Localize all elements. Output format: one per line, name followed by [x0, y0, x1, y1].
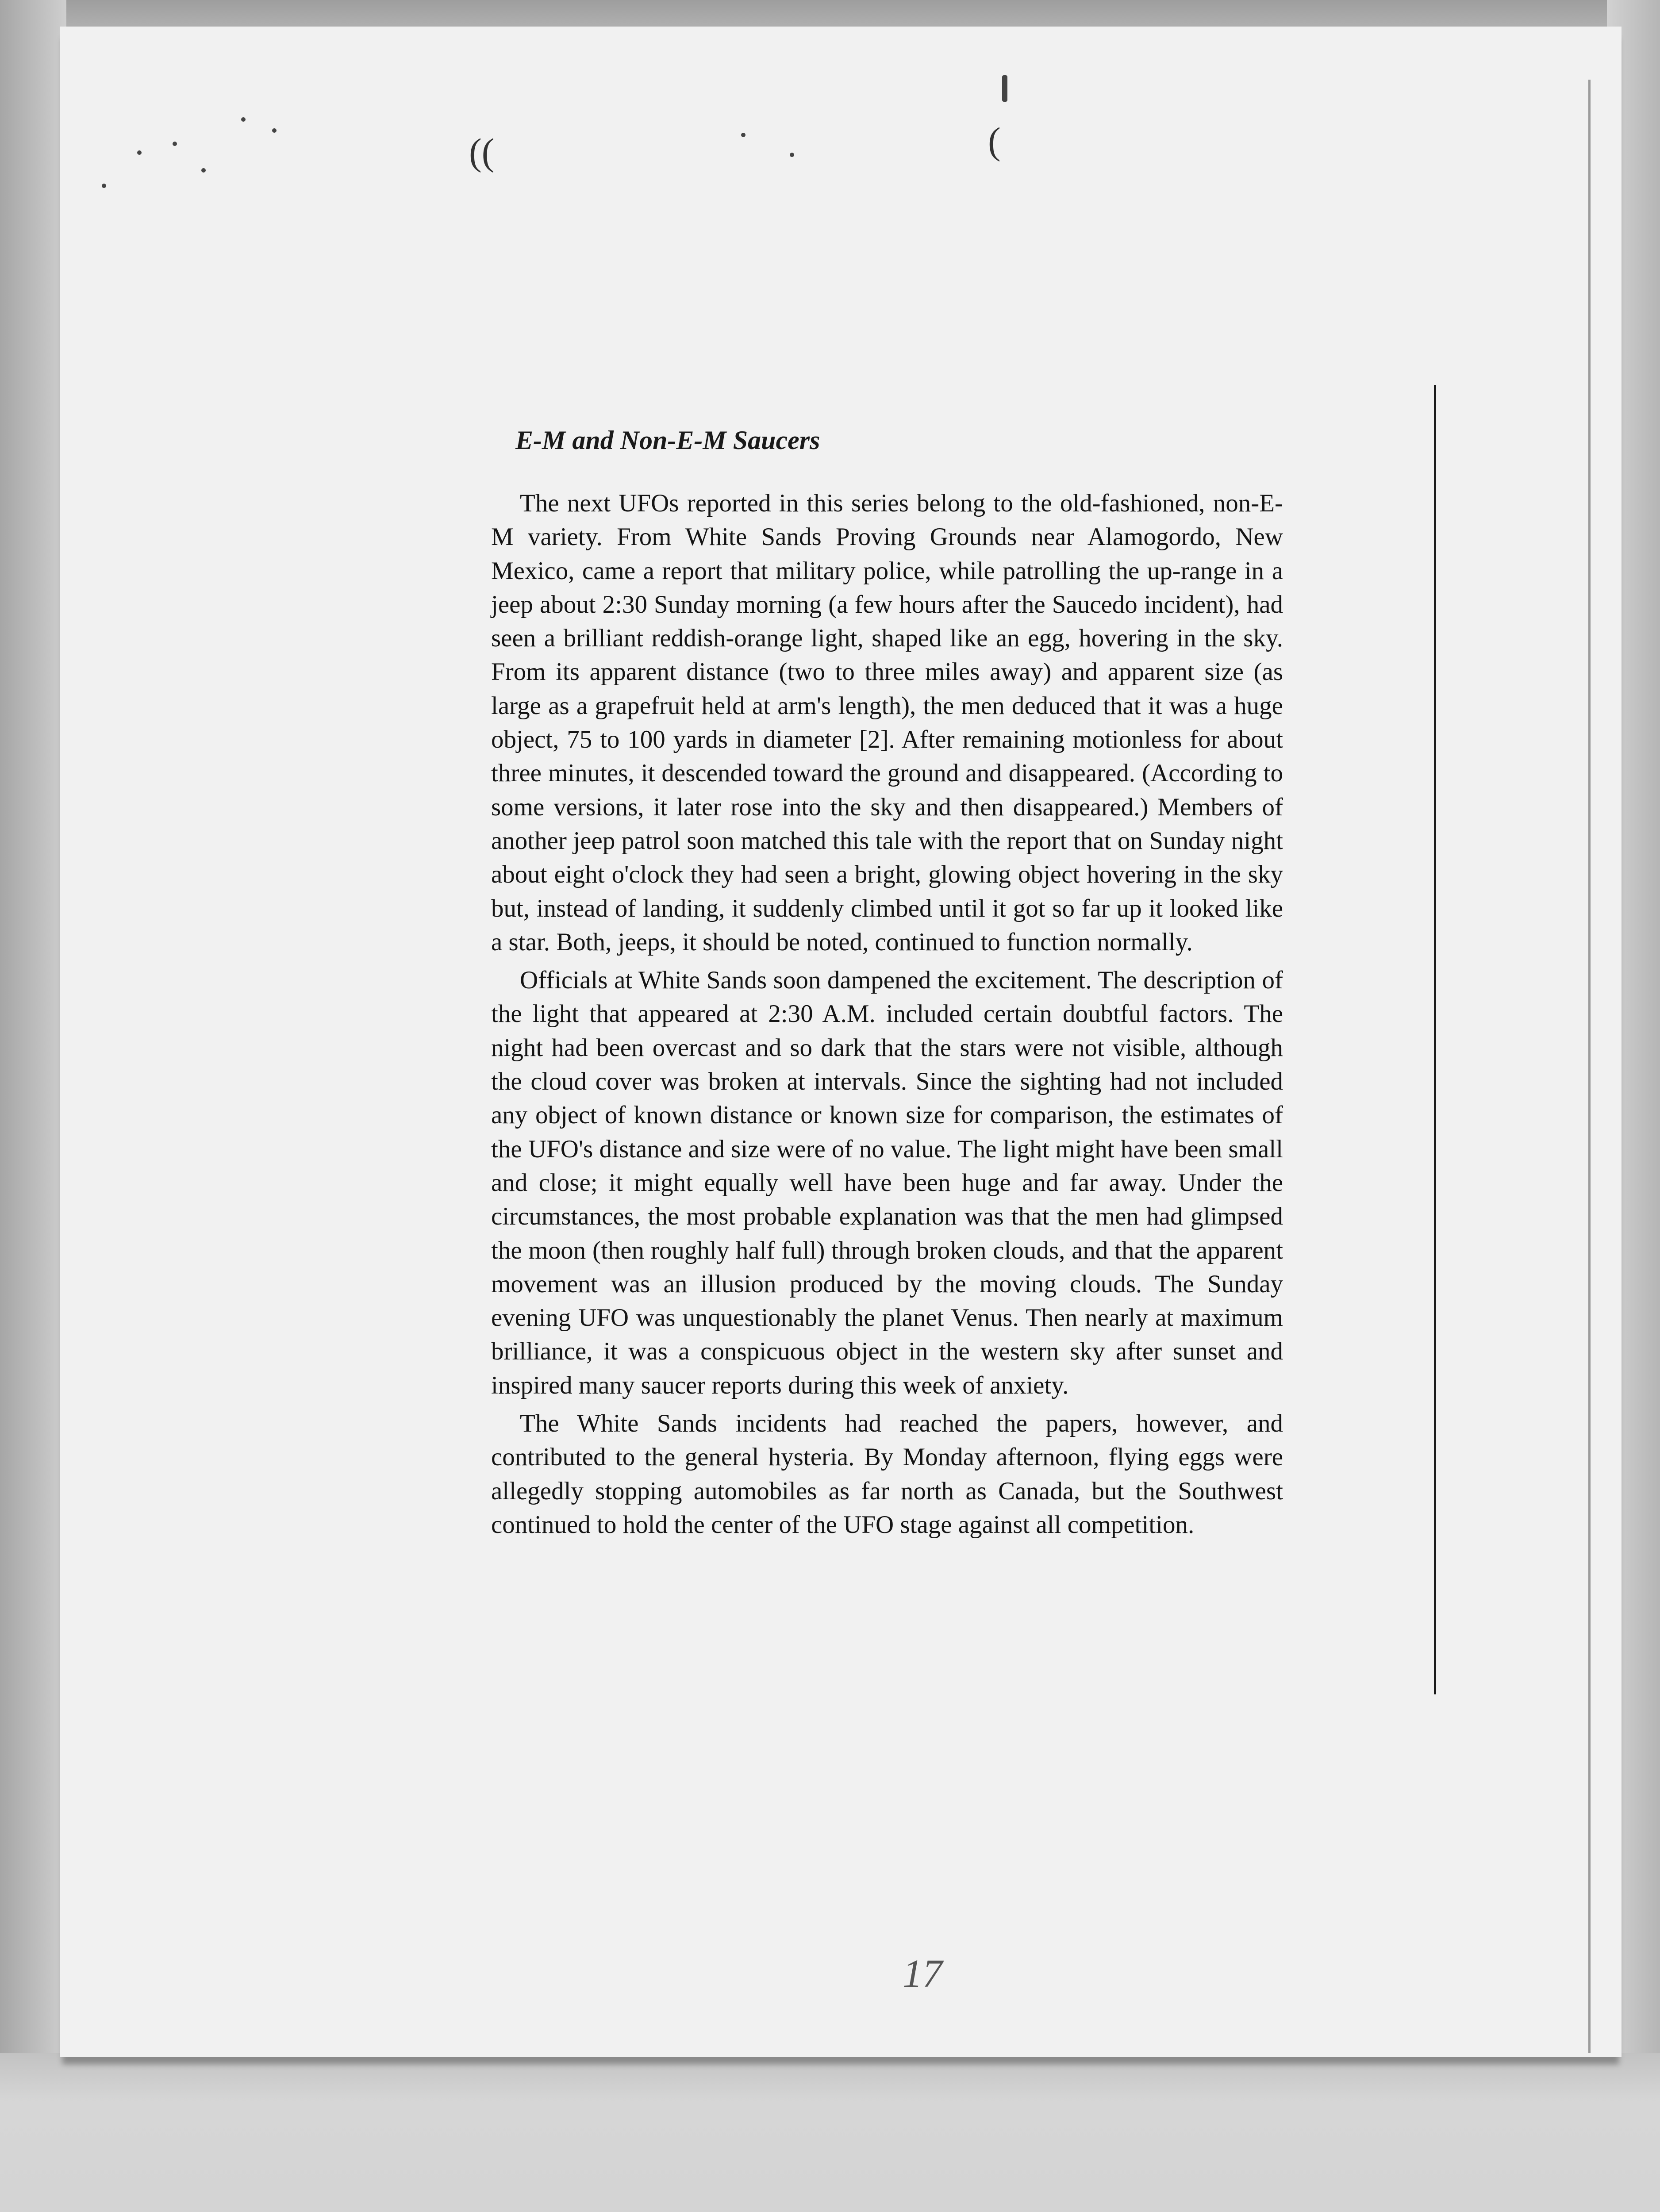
- margin-rule: [1434, 385, 1436, 1694]
- paragraph-2: Officials at White Sands soon dampened the excitement. The description of the light that appeared at 2:30 A.M. included certain doubtful factors. The night had been overcast and so dark that the stars were not visible, although the cloud cover was broken at intervals. Since the sighting had not included any object of known distance or known size for comparison, the estimates of the UFO's distance and size were of no value. The light might have been small and close; it might equally well have been huge and far away. Under the circumstances, the most probable explanation was that the men had glimpsed the moon (then roughly half full) through broken clouds, and that the apparent movement was an illusion produced by the moving clouds. The Sunday evening UFO was unquestionably the planet Venus. Then nearly at maximum brilliance, it was a conspicuous object in the western sky after sunset and inspired many saucer reports during this week of anxiety.: [491, 966, 1283, 1399]
- stray-mark-left: ((: [469, 131, 495, 173]
- paragraph-1: The next UFOs reported in this series belong to the old-fashioned, non-E-M variety. From White Sands Proving Grounds near Alamogordo, New Mexico, came a report that military police, while patrolling the up-range in a jeep about 2:30 Sunday morning (a few hours after the Saucedo incident), had seen a brilliant reddish-orange light, shaped like an egg, hovering in the sky. From its apparent distance (two to three miles away) and apparent size (as large as a grapefruit held at arm's length), the men deduced that it was a huge object, 75 to 100 yards in diameter [2]. After remaining motionless for about three minutes, it descended toward the ground and disappeared. (According to some versions, it later rose into the sky and then disappeared.) Members of another jeep patrol soon matched this tale with the report that on Sunday night about eight o'clock they had seen a bright, glowing object hovering in the sky but, instead of landing, it suddenly climbed until it got so far up it looked like a star. Both, jeeps, it should be noted, continued to function normally.: [491, 489, 1283, 956]
- scanner-frame-left: [0, 0, 66, 2212]
- document-page: [60, 27, 1622, 2057]
- body-text: [491, 487, 1283, 1546]
- handwritten-page-number: 17: [903, 1952, 942, 1996]
- running-head: E-M and Non-E-M Saucers: [515, 426, 820, 455]
- page-right-edge-shadow: [1588, 80, 1591, 2053]
- stray-mark-middle: (: [988, 119, 1001, 162]
- scanner-bed-bottom: [0, 2053, 1660, 2212]
- paragraph-3: The White Sands incidents had reached the papers, however, and contributed to the general hysteria. By Monday afternoon, flying eggs were allegedly stopping automobiles as far north as Canada, but the Southwest continued to hold the center of the UFO stage against all competition.: [491, 1409, 1283, 1539]
